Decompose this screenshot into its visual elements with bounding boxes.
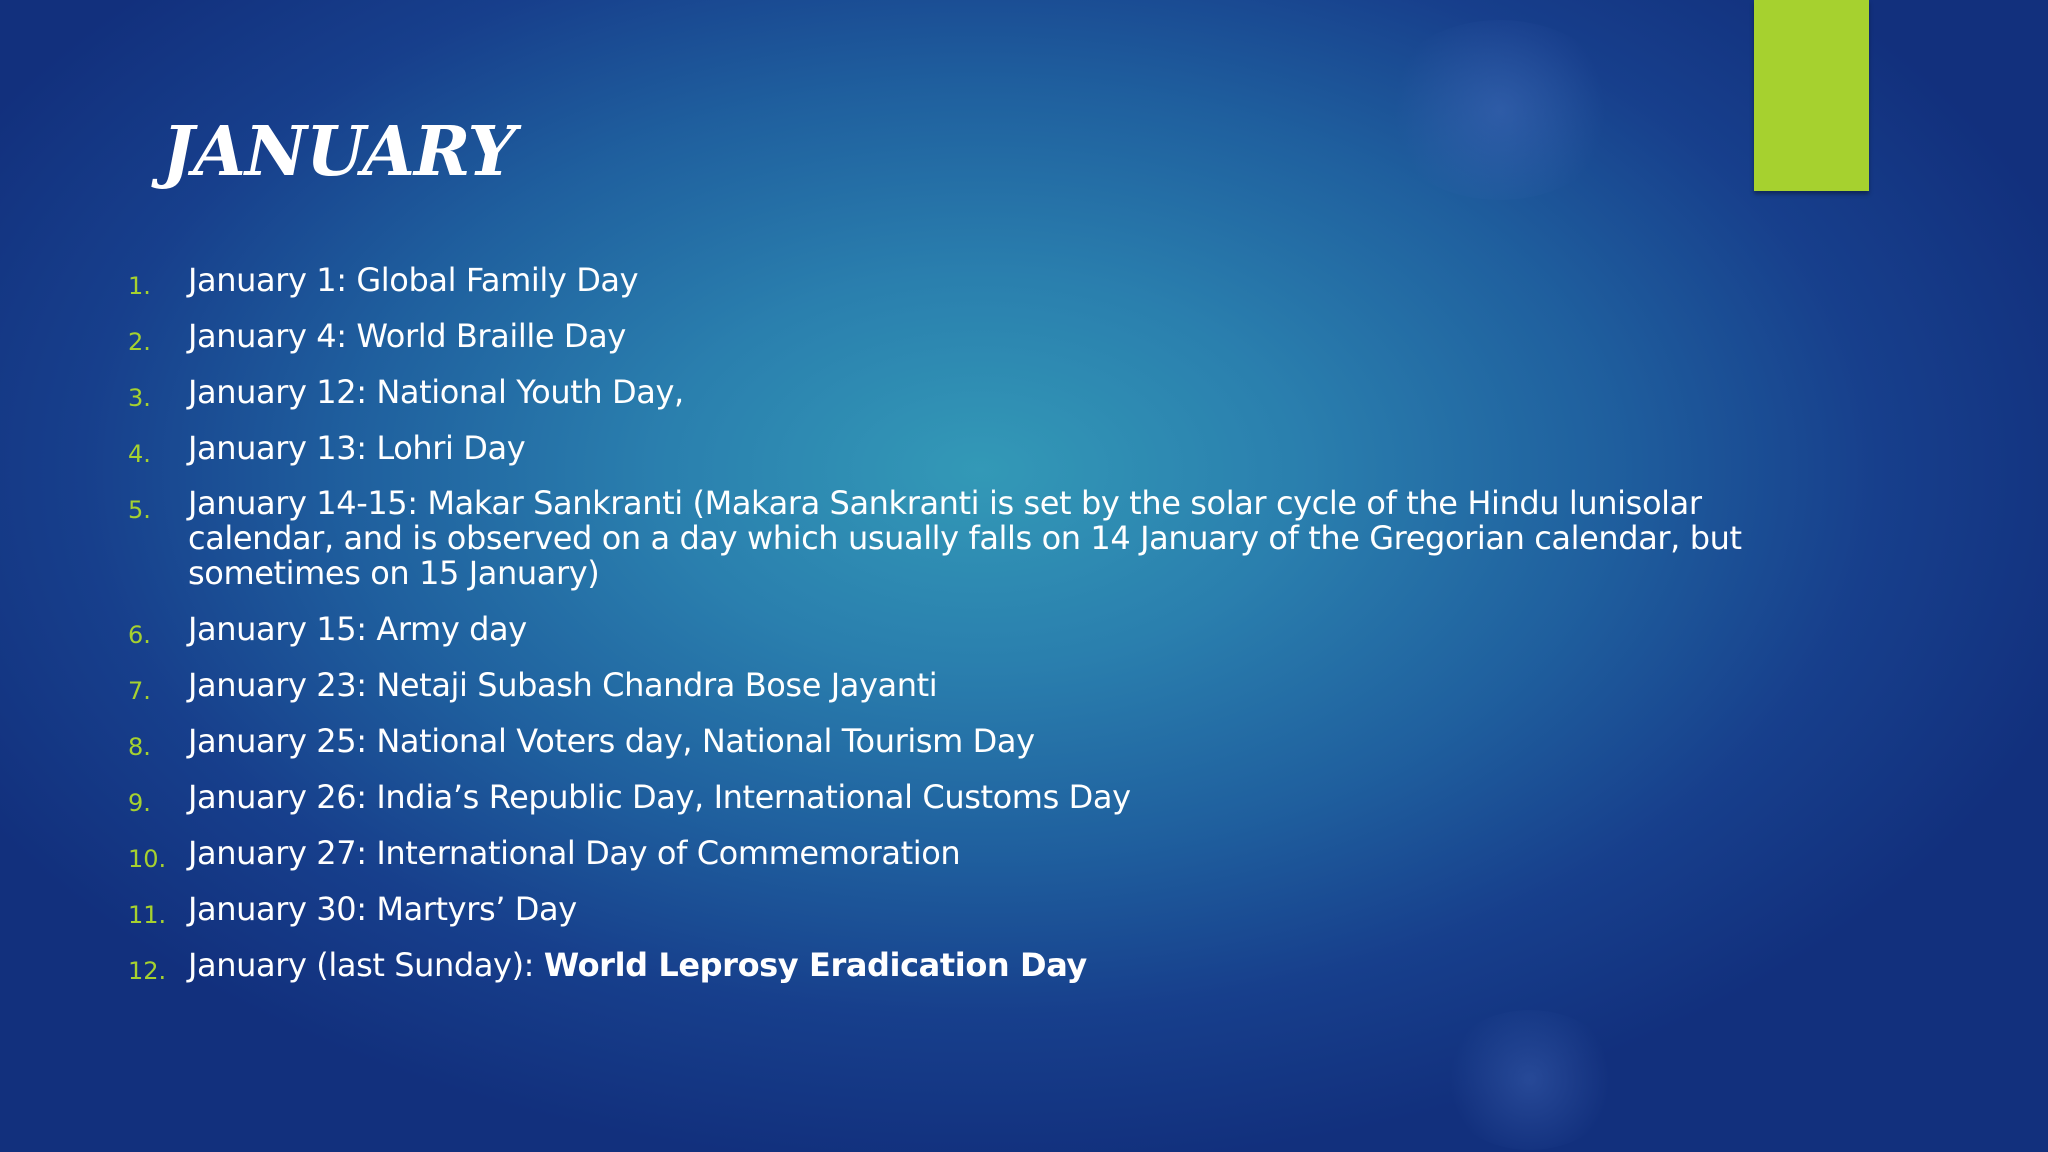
list-item bbox=[128, 262, 1788, 298]
list-item-text: January 15: Army day bbox=[188, 610, 527, 648]
list-item-number: 11. bbox=[128, 901, 167, 929]
list-item-number: 6. bbox=[128, 621, 151, 649]
list-item-text: January 4: World Braille Day bbox=[188, 317, 626, 355]
list-item-number: 8. bbox=[128, 733, 151, 761]
list-item-number: 10. bbox=[128, 845, 167, 873]
list-item-number: 3. bbox=[128, 384, 151, 412]
list-item bbox=[128, 891, 1788, 927]
list-item-text-bold: World Leprosy Eradication Day bbox=[543, 946, 1087, 984]
list-item-text: January 1: Global Family Day bbox=[188, 261, 639, 299]
list-item bbox=[128, 723, 1788, 759]
list-item-number: 1. bbox=[128, 272, 151, 300]
list-item-number: 12. bbox=[128, 957, 167, 985]
accent-bar bbox=[1754, 0, 1869, 191]
list-item-text: January 12: National Youth Day, bbox=[188, 373, 684, 411]
list-item-text: January 14-15: Makar Sankranti (Makara Sankranti is set by the solar cycle of the Hindu lunisolar calendar, and is observed on a day which usually falls on 14 January of the Gregorian calendar, but sometimes on 15 January) bbox=[188, 484, 1742, 592]
list-item bbox=[128, 486, 1788, 591]
slide-title: JANUARY bbox=[162, 112, 516, 192]
background-glow bbox=[1380, 20, 1620, 200]
list-item bbox=[128, 374, 1788, 410]
list-item-text: January 26: India’s Republic Day, International Customs Day bbox=[188, 778, 1131, 816]
list-item bbox=[128, 611, 1788, 647]
list-item-text: January 25: National Voters day, National Tourism Day bbox=[188, 722, 1035, 760]
list-item bbox=[128, 430, 1788, 466]
list-item-text: January 30: Martyrs’ Day bbox=[188, 890, 577, 928]
observance-list bbox=[128, 262, 1788, 1003]
list-item bbox=[128, 835, 1788, 871]
list-item-number: 5. bbox=[128, 496, 151, 524]
list-item-text: January 27: International Day of Commemoration bbox=[188, 834, 961, 872]
list-item-number: 7. bbox=[128, 677, 151, 705]
list-item bbox=[128, 318, 1788, 354]
background-glow bbox=[1440, 1010, 1620, 1150]
list-item-text bbox=[188, 947, 1087, 983]
list-item bbox=[128, 779, 1788, 815]
list-item-text: January 23: Netaji Subash Chandra Bose Jayanti bbox=[188, 666, 938, 704]
list-item-number: 9. bbox=[128, 789, 151, 817]
list-item bbox=[128, 667, 1788, 703]
list-item-number: 4. bbox=[128, 440, 151, 468]
list-item bbox=[128, 947, 1788, 983]
list-item-text: January 13: Lohri Day bbox=[188, 429, 526, 467]
list-item-text-prefix: January (last Sunday): bbox=[188, 946, 544, 984]
list-item-number: 2. bbox=[128, 328, 151, 356]
